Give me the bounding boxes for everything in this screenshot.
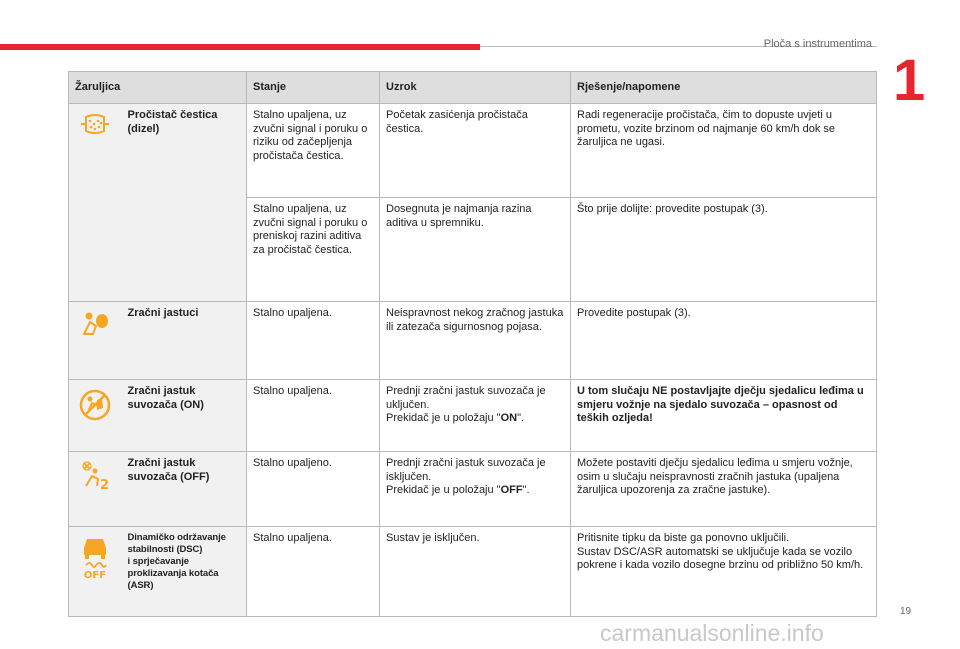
solution-cell: Što prije dolijte: provedite postupak (3). bbox=[571, 198, 877, 302]
state-cell: Stalno upaljena. bbox=[247, 380, 380, 452]
cause-cell: Neispravnost nekog zračnog jastuka ili zatezača sigurnosnog pojasa. bbox=[380, 302, 571, 380]
table-row bbox=[69, 380, 877, 452]
solution-line1: Pritisnite tipku da biste ga ponovno uključili. bbox=[577, 532, 790, 544]
cause-text: Prednji zračni jastuk suvozača je uključen. bbox=[386, 385, 546, 411]
solution-line2: Sustav DSC/ASR automatski se uključuje kada se vozilo pokrene i kada vozilo dosegne brzinu od približno 50 km/h. bbox=[577, 545, 864, 571]
state-cell: Stalno upaljena. bbox=[247, 302, 380, 380]
section-title: Ploča s instrumentima bbox=[763, 38, 872, 50]
airbag-icon bbox=[80, 310, 110, 338]
cause-cell: Sustav je isključen. bbox=[380, 527, 571, 617]
switch-position: ON bbox=[500, 412, 518, 424]
column-header-cause: Uzrok bbox=[380, 72, 571, 104]
icon-cell bbox=[69, 380, 122, 452]
header-accent-bar bbox=[0, 44, 480, 50]
icon-cell bbox=[69, 302, 122, 380]
solution-cell bbox=[571, 527, 877, 617]
warning-lamps-table bbox=[68, 71, 877, 617]
column-header-lamp: Žaruljica bbox=[69, 72, 247, 104]
cause-suffix: ". bbox=[522, 484, 530, 496]
state-cell: Stalno upaljena. bbox=[247, 527, 380, 617]
page-number: 19 bbox=[900, 606, 912, 617]
cause-prefix: Prekidač je u položaju " bbox=[386, 412, 501, 424]
table-row bbox=[69, 302, 877, 380]
passenger-airbag-off-icon bbox=[78, 460, 112, 492]
cause-prefix: Prekidač je u položaju " bbox=[386, 484, 501, 496]
lamp-name-line2: i sprječavanje proklizavanja kotača (ASR) bbox=[127, 556, 219, 591]
passenger-airbag-on-icon bbox=[78, 388, 112, 422]
table-row bbox=[69, 452, 877, 527]
svg-text:2: 2 bbox=[100, 478, 110, 492]
state-cell: Stalno upaljeno. bbox=[247, 452, 380, 527]
solution-cell bbox=[571, 380, 877, 452]
lamp-name: Zračni jastuci bbox=[122, 302, 247, 380]
switch-position: OFF bbox=[500, 484, 523, 496]
state-cell: Stalno upaljena, uz zvučni signal i poruku o preniskoj razini aditiva za pročistač čestica. bbox=[247, 198, 380, 302]
solution-warning-text: U tom slučaju NE postavljajte dječju sjedalicu leđima u smjeru vožnje na sjedalo suvozača – opasnost od teških ozljeda! bbox=[577, 385, 864, 424]
lamp-name: Pročistač čestica (dizel) bbox=[122, 104, 247, 302]
cause-suffix: ". bbox=[517, 412, 525, 424]
icon-cell bbox=[69, 452, 122, 527]
chapter-number: 1 bbox=[893, 48, 926, 113]
lamp-name: Zračni jastuk suvozača (ON) bbox=[122, 380, 247, 452]
solution-cell: Radi regeneracije pročistača, čim to dopuste uvjeti u prometu, vozite brzinom od najmanje 60 km/h dok se žaruljica ne ugasi. bbox=[571, 104, 877, 198]
particle-filter-icon bbox=[79, 112, 111, 136]
lamp-name bbox=[122, 527, 247, 617]
cause-cell bbox=[380, 380, 571, 452]
table-row bbox=[69, 527, 877, 617]
cause-text: Prednji zračni jastuk suvozača je isključen. bbox=[386, 457, 546, 483]
off-label: OFF bbox=[84, 570, 107, 579]
column-header-state: Stanje bbox=[247, 72, 380, 104]
cause-cell bbox=[380, 452, 571, 527]
lamp-name-line1: Dinamičko održavanje stabilnosti (DSC) bbox=[127, 532, 226, 555]
cause-cell: Početak zasićenja pročistača čestica. bbox=[380, 104, 571, 198]
dsc-asr-off-icon bbox=[78, 535, 112, 579]
icon-cell bbox=[69, 527, 122, 617]
icon-cell bbox=[69, 104, 122, 302]
state-cell: Stalno upaljena, uz zvučni signal i poruku o riziku od začepljenja pročistača čestica. bbox=[247, 104, 380, 198]
column-header-solution: Rješenje/napomene bbox=[571, 72, 877, 104]
watermark: carmanualsonline.info bbox=[600, 620, 824, 646]
table-row bbox=[69, 104, 877, 198]
solution-cell: Možete postaviti dječju sjedalicu leđima u smjeru vožnje, osim u slučaju neispravnosti zračnih jastuka (upaljena žaruljica upozorenja za zračne jastuke). bbox=[571, 452, 877, 527]
solution-cell: Provedite postupak (3). bbox=[571, 302, 877, 380]
cause-cell: Dosegnuta je najmanja razina aditiva u spremniku. bbox=[380, 198, 571, 302]
table-header-row bbox=[69, 72, 877, 104]
lamp-name: Zračni jastuk suvozača (OFF) bbox=[122, 452, 247, 527]
